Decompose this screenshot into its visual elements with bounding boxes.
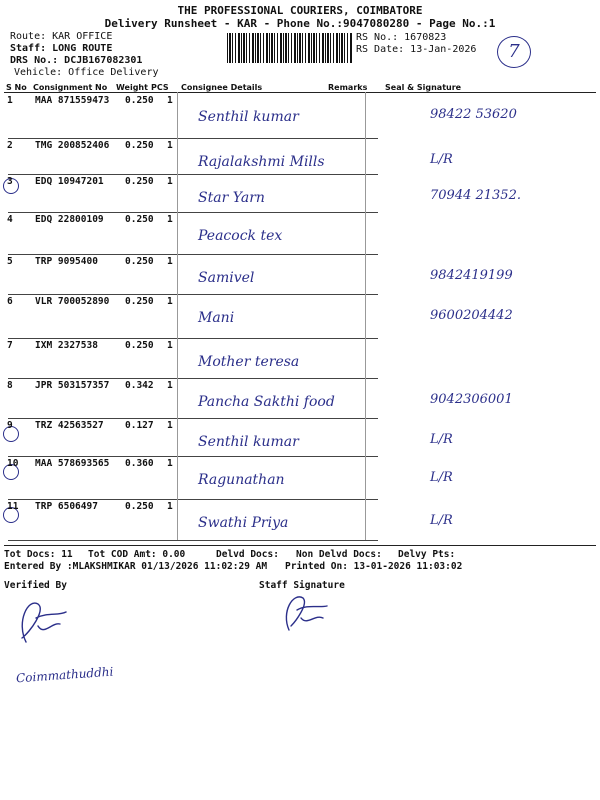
col-weight: Weight [116,83,148,92]
consignee-name: Senthil kumar [198,434,299,450]
delivery-points: Delvy Pts: [398,549,456,560]
pcs-value: 1 [167,501,173,512]
consignee-name: Mother teresa [198,354,300,370]
row-divider [8,254,378,255]
col-consignee: Consignee Details [181,83,263,92]
row-divider [8,338,378,339]
total-docs: Tot Docs: 11 [4,549,73,560]
seal-signature: L/R [430,470,453,485]
consignment-number: TMG 200852406 [35,140,110,151]
circled-page-mark: 7 [497,36,531,68]
header-rule [4,92,596,93]
pcs-value: 1 [167,176,173,187]
row-sno: 1 [7,95,13,106]
weight-value: 0.250 [125,340,154,351]
seal-signature: 9042306001 [430,392,513,407]
column-divider [177,92,178,540]
pcs-value: 1 [167,296,173,307]
row-divider [8,499,378,500]
row-divider [8,138,378,139]
consignment-number: MAA 871559473 [35,95,110,106]
seal-signature: L/R [430,152,453,167]
consignment-number: TRP 6506497 [35,501,98,512]
row-sno: 6 [7,296,13,307]
consignment-number: EDQ 22800109 [35,214,104,225]
footer-rule [4,545,596,546]
row-divider [8,378,378,379]
col-remarks: Remarks [328,83,368,92]
staff-signature-label: Staff Signature [259,580,345,591]
pcs-value: 1 [167,214,173,225]
row-sno: 10 [7,458,19,469]
row-sno: 9 [7,420,13,431]
seal-signature: 9600204442 [430,308,513,323]
col-consignment: Consignment No [33,83,108,92]
consignee-name: Senthil kumar [198,109,299,125]
consignee-name: Swathi Priya [198,515,289,531]
non-delivered-docs: Non Delvd Docs: [296,549,382,560]
pcs-value: 1 [167,256,173,267]
consignment-number: JPR 503157357 [35,380,110,391]
pcs-value: 1 [167,340,173,351]
weight-value: 0.250 [125,176,154,187]
seal-signature: L/R [430,432,453,447]
row-divider [8,174,378,175]
consignment-number: IXM 2327538 [35,340,98,351]
consignee-name: Peacock tex [198,228,283,244]
row-sno: 11 [7,501,19,512]
pcs-value: 1 [167,95,173,106]
seal-signature: 98422 53620 [430,107,517,122]
row-divider [8,456,378,457]
row-sno: 3 [7,176,13,187]
row-sno: 4 [7,214,13,225]
weight-value: 0.250 [125,296,154,307]
consignee-name: Mani [198,310,235,326]
row-divider [8,212,378,213]
col-pcs: PCS [151,83,169,92]
pcs-value: 1 [167,420,173,431]
weight-value: 0.342 [125,380,154,391]
company-name: THE PROFESSIONAL COURIERS, COIMBATORE [177,4,423,17]
consignment-number: EDQ 10947201 [35,176,104,187]
rs-number: RS No.: 1670823 [356,32,447,43]
weight-value: 0.250 [125,95,154,106]
runsheet-title: Delivery Runsheet - KAR - Phone No.:9047080280 - Page No.:1 [104,17,496,30]
printed-on: Printed On: 13-01-2026 11:03:02 [285,561,463,572]
weight-value: 0.250 [125,140,154,151]
handwritten-note: Coimmathuddhi [15,664,114,686]
row-sno: 8 [7,380,13,391]
vehicle-label: Vehicle: Office Delivery [14,67,159,78]
weight-value: 0.250 [125,214,154,225]
route-label: Route: KAR OFFICE [10,31,113,42]
pcs-value: 1 [167,458,173,469]
col-sno: S No [6,83,27,92]
pcs-value: 1 [167,140,173,151]
entered-by: Entered By :MLAKSHMIKAR 01/13/2026 11:02:29 AM [4,561,268,572]
consignment-number: VLR 700052890 [35,296,110,307]
consignment-number: TRP 9095400 [35,256,98,267]
row-divider [8,294,378,295]
total-cod-amount: Tot COD Amt: 0.00 [88,549,186,560]
rs-date: RS Date: 13-Jan-2026 [356,44,477,55]
weight-value: 0.127 [125,420,154,431]
seal-signature: 70944 21352. [430,188,521,203]
column-divider [365,92,366,540]
barcode [227,33,352,63]
seal-signature: L/R [430,513,453,528]
drs-number: DRS No.: DCJB167082301 [10,55,143,66]
verified-by-label: Verified By [4,580,67,591]
seal-signature: 9842419199 [430,268,513,283]
weight-value: 0.250 [125,256,154,267]
consignment-number: MAA 578693565 [35,458,110,469]
col-seal: Seal & Signature [385,83,462,92]
verified-signature [8,592,78,652]
consignee-name: Rajalakshmi Mills [198,154,325,170]
consignee-name: Ragunathan [198,472,285,488]
staff-label: Staff: LONG ROUTE [10,43,113,54]
delivered-docs: Delvd Docs: [216,549,279,560]
weight-value: 0.360 [125,458,154,469]
consignee-name: Pancha Sakthi food [198,394,335,410]
weight-value: 0.250 [125,501,154,512]
row-sno: 2 [7,140,13,151]
pcs-value: 1 [167,380,173,391]
consignee-name: Samivel [198,270,255,286]
row-sno: 5 [7,256,13,267]
consignee-name: Star Yarn [198,190,265,206]
staff-signature [275,588,335,638]
row-divider [8,540,378,541]
row-divider [8,418,378,419]
consignment-number: TRZ 42563527 [35,420,104,431]
row-sno: 7 [7,340,13,351]
